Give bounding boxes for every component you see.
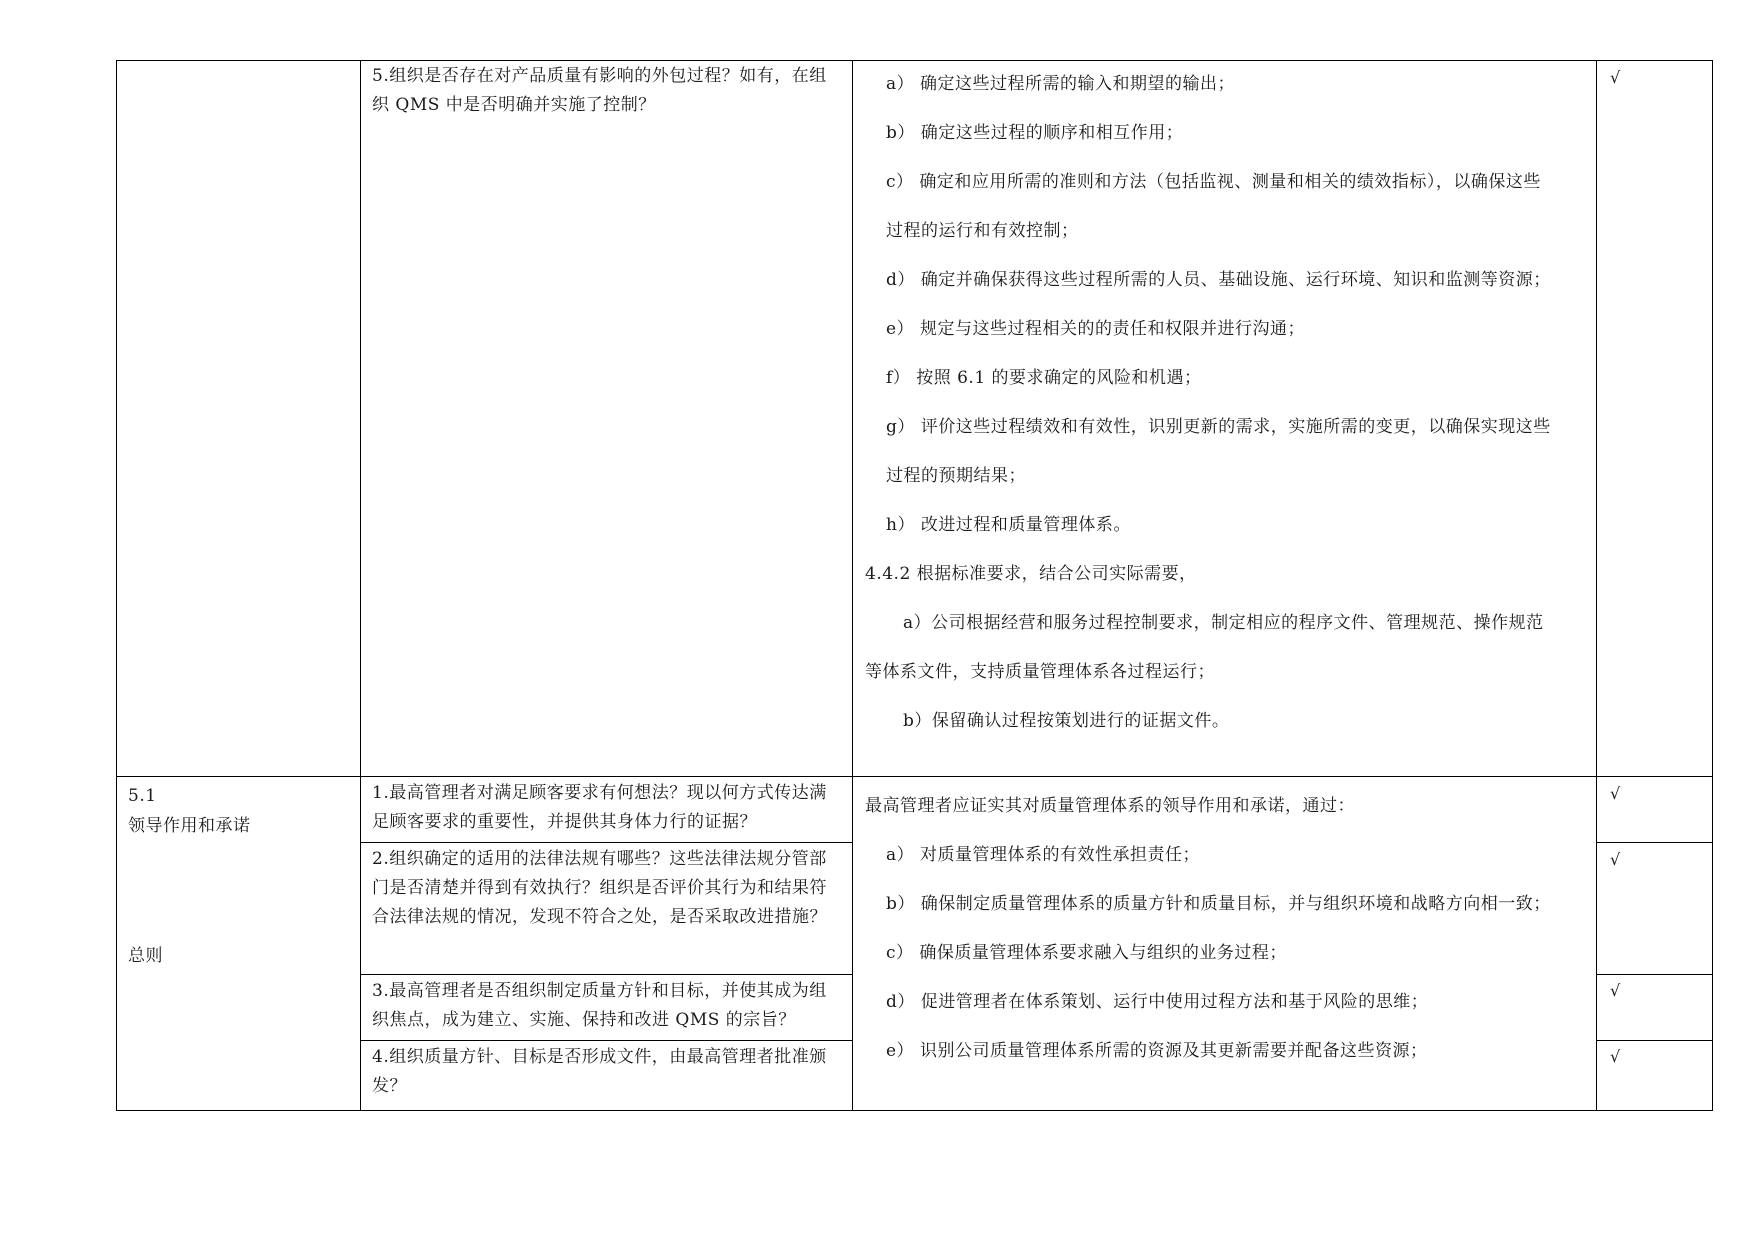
requirement-line: b）保留确认过程按策划进行的证据文件。 (903, 711, 1230, 731)
check-mark: √ (1610, 784, 1621, 803)
requirement-line: f） 按照 6.1 的要求确定的风险和机遇； (886, 368, 1202, 388)
question-2: 2.组织确定的适用的法律法规有哪些？这些法律法规分管部门是否清楚并得到有效执行？组织是否评价其行为和结果符合法律法规的情况，发现不符合之处，是否采取改进措施？ (372, 849, 827, 927)
table-border-right (1712, 60, 1713, 1111)
requirement-line: b） 确定这些过程的顺序和相互作用； (886, 123, 1184, 143)
column-divider-3 (1596, 60, 1597, 1111)
requirement-line: b） 确保制定质量管理体系的质量方针和质量目标，并与组织环境和战略方向相一致； (886, 894, 1551, 914)
requirement-line: c） 确定和应用所需的准则和方法（包括监视、测量和相关的绩效指标），以确保这些 (886, 172, 1541, 192)
check-mark: √ (1610, 68, 1621, 87)
requirement-line: 等体系文件，支持质量管理体系各过程运行； (865, 662, 1215, 682)
clause-title: 领导作用和承诺 (128, 816, 251, 836)
requirement-line: e） 规定与这些过程相关的的责任和权限并进行沟通； (886, 319, 1305, 339)
requirement-line: 过程的运行和有效控制； (886, 221, 1079, 241)
audit-checklist-table (116, 60, 1713, 1111)
question-5: 5.组织是否存在对产品质量有影响的外包过程？如有，在组织 QMS 中是否明确并实施了控制？ (372, 66, 827, 115)
check-mark: √ (1610, 981, 1621, 1000)
table-border-bottom (116, 1110, 1713, 1111)
requirement-line: d） 确定并确保获得这些过程所需的人员、基础设施、运行环境、知识和监测等资源； (886, 270, 1551, 290)
row-divider (116, 776, 1713, 777)
column-divider-1 (360, 60, 361, 1111)
check-divider-1 (1596, 842, 1713, 843)
question-4: 4.组织质量方针、目标是否形成文件，由最高管理者批准颁发？ (372, 1047, 827, 1096)
check-mark: √ (1610, 1047, 1621, 1066)
clause-number: 5.1 (128, 786, 157, 806)
requirement-line: d） 促进管理者在体系策划、运行中使用过程方法和基于风险的思维； (886, 992, 1429, 1012)
requirement-line: h） 改进过程和质量管理体系。 (886, 515, 1131, 535)
table-border-top (116, 60, 1713, 61)
question-3: 3.最高管理者是否组织制定质量方针和目标，并使其成为组织焦点，成为建立、实施、保持和改进 QMS 的宗旨？ (372, 981, 827, 1030)
requirement-line: a）公司根据经营和服务过程控制要求，制定相应的程序文件、管理规范、操作规范 (903, 613, 1544, 633)
question-divider-2 (360, 974, 852, 975)
clause-subtitle: 总则 (128, 946, 163, 966)
column-divider-2 (852, 60, 853, 1111)
question-divider-1 (360, 842, 852, 843)
requirement-line: a） 确定这些过程所需的输入和期望的输出； (886, 74, 1236, 94)
question-divider-3 (360, 1040, 852, 1041)
check-mark: √ (1610, 850, 1621, 869)
requirement-line: 4.4.2 根据标准要求，结合公司实际需要， (865, 564, 1197, 584)
requirement-line: c） 确保质量管理体系要求融入与组织的业务过程； (886, 943, 1287, 963)
requirement-line: a） 对质量管理体系的有效性承担责任； (886, 845, 1201, 865)
requirement-line: g） 评价这些过程绩效和有效性，识别更新的需求，实施所需的变更，以确保实现这些 (886, 417, 1551, 437)
requirement-line: e） 识别公司质量管理体系所需的资源及其更新需要并配备这些资源； (886, 1041, 1428, 1061)
question-1: 1.最高管理者对满足顾客要求有何想法？现以何方式传达满足顾客要求的重要性，并提供其身体力行的证据？ (372, 783, 827, 832)
requirement-line: 过程的预期结果； (886, 466, 1026, 486)
check-divider-2 (1596, 974, 1713, 975)
requirement-line: 最高管理者应证实其对质量管理体系的领导作用和承诺，通过： (865, 796, 1355, 816)
table-border-left (116, 60, 117, 1111)
check-divider-3 (1596, 1040, 1713, 1041)
